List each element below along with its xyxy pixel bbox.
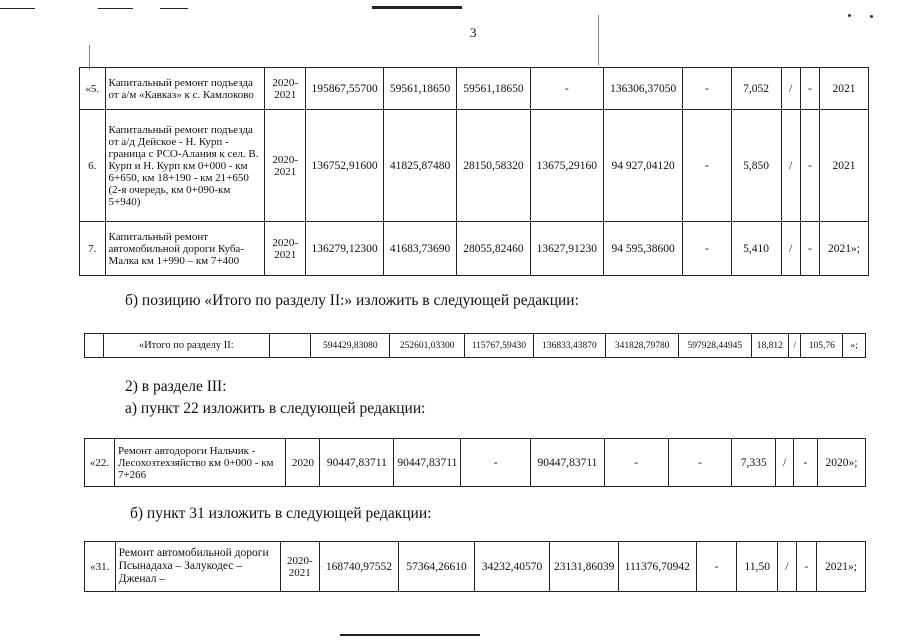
value-cell: 594429,83080 xyxy=(311,334,390,358)
value-cell: 90447,83711 xyxy=(394,439,461,487)
value-cell: 5,850 xyxy=(731,110,781,222)
scan-mark xyxy=(0,8,35,9)
value-cell: 90447,83711 xyxy=(530,439,604,487)
table-row xyxy=(80,222,869,276)
value-cell: 597928,44945 xyxy=(678,334,751,358)
value-cell: - xyxy=(530,68,603,110)
value-cell: 168740,97552 xyxy=(319,542,399,592)
table-row xyxy=(85,334,866,358)
value-cell: 136752,91600 xyxy=(306,110,384,222)
row-number: «31. xyxy=(85,542,116,592)
row-number: 6. xyxy=(80,110,106,222)
table-row xyxy=(85,542,866,592)
paragraph-a-item-22: а) пункт 22 изложить в следующей редакции: xyxy=(125,400,426,417)
value-cell: »; xyxy=(843,334,866,358)
value-cell: 41825,87480 xyxy=(383,110,456,222)
scan-mark xyxy=(870,15,873,18)
paragraph-section-3: 2) в разделе III: xyxy=(125,378,227,395)
value-cell: 94 595,38600 xyxy=(603,222,682,276)
value-cell: - xyxy=(800,68,819,110)
value-cell: 2021 xyxy=(819,110,868,222)
value-cell: 59561,18650 xyxy=(457,68,530,110)
value-cell: - xyxy=(794,439,818,487)
value-cell: 23131,86039 xyxy=(550,542,619,592)
value-cell: 111376,70942 xyxy=(619,542,697,592)
value-cell: 115767,59430 xyxy=(465,334,534,358)
scan-mark xyxy=(98,8,133,9)
value-cell: / xyxy=(778,542,796,592)
table-total-section-2 xyxy=(84,333,866,358)
object-name: Капитальный ремонт автомобильной дороги Куба-Малка км 1+990 – км 7+400 xyxy=(105,222,265,276)
object-name: Капитальный ремонт подъезда от а/м «Кавказ» к с. Камлоково xyxy=(105,68,265,110)
value-cell: 2021»; xyxy=(819,222,868,276)
value-cell: 57364,26610 xyxy=(399,542,475,592)
value-cell: 90447,83711 xyxy=(320,439,394,487)
years: 2020-2021 xyxy=(265,68,306,110)
value-cell: 5,410 xyxy=(731,222,781,276)
value-cell: / xyxy=(781,110,800,222)
table-row xyxy=(80,68,869,110)
table-row xyxy=(80,110,869,222)
row-number: 7. xyxy=(80,222,106,276)
value-cell: 11,50 xyxy=(737,542,778,592)
value-cell: - xyxy=(683,222,731,276)
value-cell: 18,812 xyxy=(751,334,788,358)
value-cell: 252601,03300 xyxy=(390,334,465,358)
value-cell: - xyxy=(668,439,732,487)
value-cell: 34232,40570 xyxy=(474,542,550,592)
value-cell: - xyxy=(461,439,531,487)
value-cell: / xyxy=(789,334,801,358)
value-cell: - xyxy=(683,110,731,222)
paragraph-b-total: б) позицию «Итого по разделу II:» изложить в следующей редакции: xyxy=(125,292,579,309)
value-cell: 2020»; xyxy=(817,439,865,487)
value-cell: 41683,73690 xyxy=(383,222,456,276)
row-number: «22. xyxy=(85,439,115,487)
value-cell: / xyxy=(781,222,800,276)
value-cell: 28055,82460 xyxy=(457,222,530,276)
value-cell: 13675,29160 xyxy=(530,110,603,222)
value-cell: 136279,12300 xyxy=(306,222,384,276)
row-number: «5. xyxy=(80,68,106,110)
page-number: 3 xyxy=(470,25,477,40)
object-name: Ремонт автодороги Нальчик - Лесохозтехзяйство км 0+000 - км 7+266 xyxy=(114,439,286,487)
value-cell: 136306,37050 xyxy=(603,68,682,110)
value-cell: 94 927,04120 xyxy=(603,110,682,222)
value-cell: 28150,58320 xyxy=(457,110,530,222)
value-cell: 2021»; xyxy=(816,542,865,592)
value-cell: 136833,43870 xyxy=(533,334,606,358)
object-name: Капитальный ремонт подъезда от а/д Дейское - Н. Курп - граница с РСО-Алания к сел. В. Курп и Н. Курп км 0+000 - км 6+650, км 18+190 - км 21+650 (2-я очередь, км 0+090-км 5+940) xyxy=(105,110,265,222)
value-cell: - xyxy=(796,542,816,592)
value-cell: - xyxy=(683,68,731,110)
value-cell: / xyxy=(776,439,794,487)
value-cell: - xyxy=(604,439,668,487)
scan-mark xyxy=(160,8,188,9)
table-section-2-items xyxy=(79,67,869,276)
scan-mark xyxy=(372,6,462,9)
value-cell: / xyxy=(781,68,800,110)
years: 2020-2021 xyxy=(265,222,306,276)
object-name: Ремонт автомобильной дороги Псынадаха – Залукодес – Дженал – xyxy=(115,542,280,592)
value-cell: 195867,55700 xyxy=(306,68,384,110)
value-cell: 105,76 xyxy=(801,334,843,358)
value-cell: 7,335 xyxy=(732,439,776,487)
value-cell: 59561,18650 xyxy=(383,68,456,110)
years: 2020-2021 xyxy=(280,542,319,592)
scan-mark xyxy=(848,14,851,17)
years: 2020-2021 xyxy=(265,110,306,222)
value-cell: - xyxy=(696,542,737,592)
paragraph-b-item-31: б) пункт 31 изложить в следующей редакции: xyxy=(130,505,432,522)
table-item-31 xyxy=(84,541,866,592)
scan-mark xyxy=(598,15,599,65)
total-label: «Итого по разделу II: xyxy=(103,334,269,358)
years: 2020 xyxy=(286,439,320,487)
empty-cell xyxy=(85,334,104,358)
value-cell: - xyxy=(800,222,819,276)
scan-mark xyxy=(340,634,480,636)
table-item-22 xyxy=(84,438,866,487)
value-cell: 7,052 xyxy=(731,68,781,110)
value-cell: 13627,91230 xyxy=(530,222,603,276)
value-cell: 341828,79780 xyxy=(606,334,679,358)
value-cell: 2021 xyxy=(819,68,868,110)
empty-cell xyxy=(269,334,311,358)
value-cell: - xyxy=(800,110,819,222)
table-row xyxy=(85,439,866,487)
